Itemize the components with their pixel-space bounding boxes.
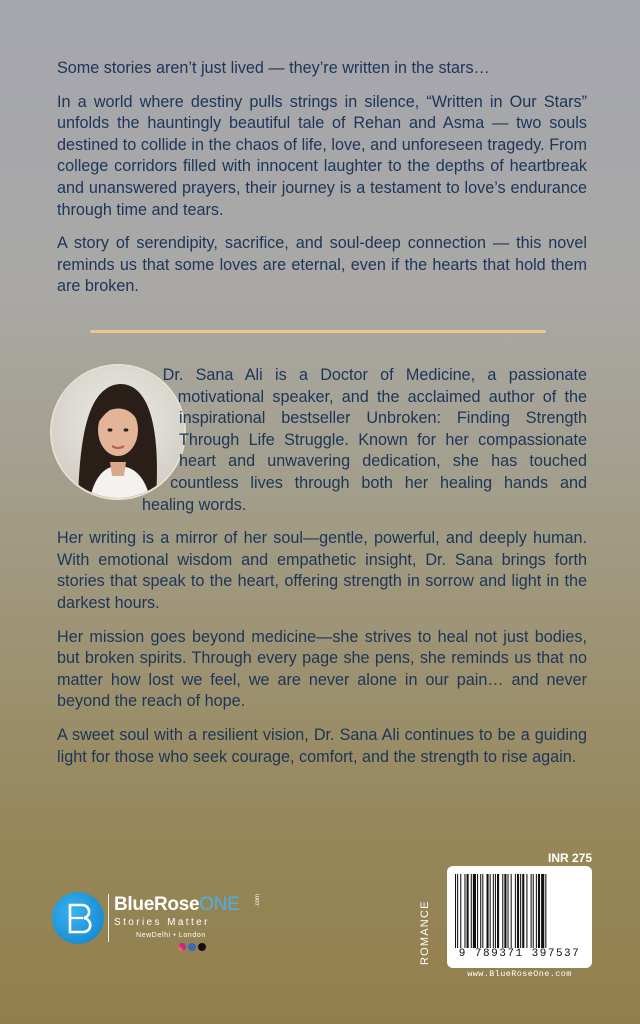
bluerose-logo-icon (52, 892, 104, 944)
barcode-bar (522, 874, 524, 948)
publisher-cities: NewDelhi • London (136, 932, 206, 939)
barcode-bar (487, 874, 489, 948)
barcode-bar (515, 874, 516, 948)
publisher-website: www.BlueRoseOne.com (467, 969, 572, 979)
barcode-bar (536, 874, 537, 948)
barcode-bar (497, 874, 499, 948)
publisher-name (114, 894, 240, 916)
barcode-bar (502, 874, 503, 948)
blurb-paragraph-1: In a world where destiny pulls strings in silence, “Written in Our Stars” unfolds the hauntingly beautiful tale of Rehan and Asma — two souls destined to collide in the chaos of life, love, and unforeseen tragedy. From college corridors filled with innocent laughter to the depths of heartbreak and unanswered prayers, their journey is a testament to love’s endurance through time and tears. (57, 92, 587, 219)
barcode-bar (504, 874, 506, 948)
barcode-bar (517, 874, 519, 948)
barcode-bar (490, 874, 491, 948)
x-icon (198, 943, 206, 951)
author-bio-paragraph-1: Dr. Sana Ali is a Doctor of Medicine, a passionate motivational speaker, and the acclaimed author of the inspirational bestseller Unbroken: Finding Strength Through Life Struggle. Known for her compassionate heart and unwavering dedication, she has touched countless lives through both her healing hands and healing words. (141, 366, 587, 514)
barcode-bar (508, 874, 509, 948)
barcode-bar (467, 874, 469, 948)
barcode-bar (460, 874, 461, 948)
barcode-bar (520, 874, 521, 948)
photo-wrap-spacer (51, 365, 179, 503)
publisher-logo (52, 890, 282, 960)
barcode-bar (545, 874, 546, 948)
facebook-icon (188, 943, 196, 951)
price-label: INR 275 (548, 851, 593, 865)
barcode-bar (541, 874, 544, 948)
genre-label: ROMANCE (419, 900, 431, 965)
barcode-bar (482, 874, 483, 948)
isbn-number: 9 789371 397537 (458, 948, 581, 960)
barcode-bar (495, 874, 496, 948)
author-bio-paragraph-3: Her mission goes beyond medicine—she strives to heal not just bodies, but broken spirits. Through every page she pens, she reminds us that no matter how lost we feel, we are never alone in our pain… and never beyond the reach of hope. (57, 627, 587, 711)
barcode-bar (464, 874, 465, 948)
author-bio-section (57, 365, 587, 780)
blurb-section (57, 58, 587, 310)
section-divider (90, 330, 546, 333)
blurb-lead: Some stories aren’t just lived — they’re written in the stars… (57, 59, 490, 77)
barcode-bar (511, 874, 512, 948)
blurb-paragraph-2: A story of serendipity, sacrifice, and soul-deep connection — this novel reminds us that some loves are eternal, even if the hearts that hold them are broken. (57, 234, 587, 296)
barcode-bar (457, 874, 458, 948)
publisher-name-main: BlueRose (114, 894, 200, 915)
social-icons (178, 943, 206, 951)
barcode-bar (538, 874, 540, 948)
barcode-bar (493, 874, 494, 948)
author-bio-paragraph-4: A sweet soul with a resilient vision, Dr. Sana Ali continues to be a guiding light for those who seek courage, comfort, and the strength to rise again. (57, 725, 587, 766)
barcode-bars-icon (453, 874, 586, 948)
logo-divider (108, 894, 109, 942)
barcode-bar (455, 874, 456, 948)
barcode-bar (480, 874, 481, 948)
publisher-name-suffix: .com (255, 894, 261, 908)
barcode-bar (526, 874, 527, 948)
barcode-bar (477, 874, 478, 948)
publisher-tagline: Stories Matter (114, 917, 210, 928)
barcode-bar (533, 874, 534, 948)
publisher-name-accent: ONE (199, 894, 240, 915)
instagram-icon (178, 943, 186, 951)
isbn-barcode (447, 866, 592, 968)
barcode-bar (471, 874, 472, 948)
barcode-bar (473, 874, 476, 948)
author-bio-paragraph-2: Her writing is a mirror of her soul—gentle, powerful, and deeply human. With emotional wisdom and empathetic insight, Dr. Sana brings forth stories that speak to the heart, offering strength in sorrow and light in the darkest hours. (57, 529, 587, 612)
barcode-bar (531, 874, 532, 948)
